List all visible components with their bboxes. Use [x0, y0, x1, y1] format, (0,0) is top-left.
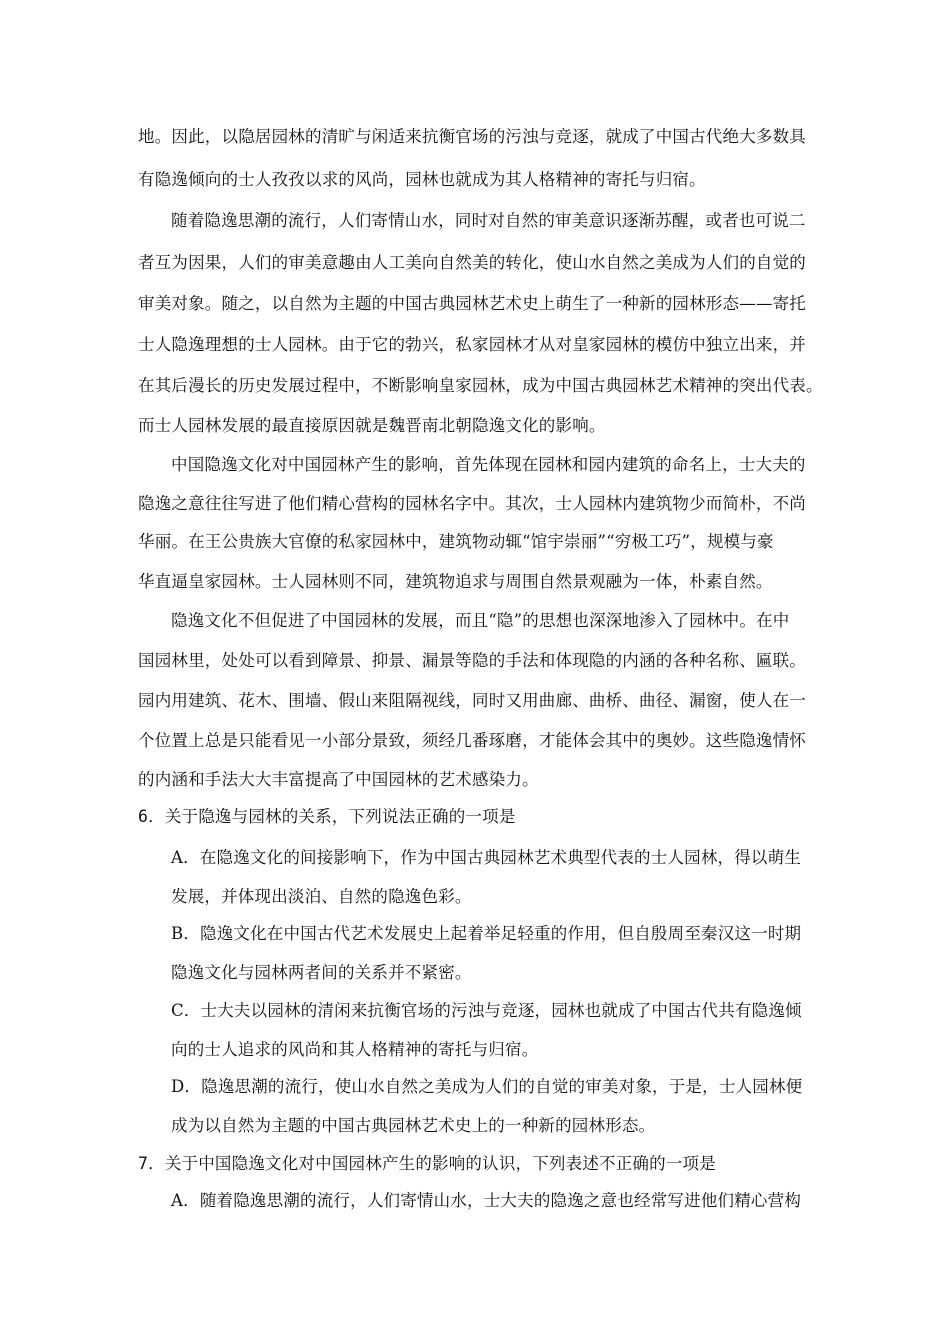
passage-line: 国园林里，处处可以看到障景、抑景、漏景等隐的手法和体现隐的内涵的各种名称、匾联。 [138, 651, 806, 670]
question-6-option-c: C．士大夫以园林的清闲来抗衡官场的污浊与竞逐，园林也就成了中国古代共有隐逸倾 [171, 1001, 802, 1020]
question-6-option-b-cont: 隐逸文化与园林两者间的关系并不紧密。 [171, 963, 472, 982]
question-6-option-a: A．在隐逸文化的间接影响下，作为中国古典园林艺术典型代表的士人园林，得以萌生 [171, 848, 802, 867]
passage-line: 中国隐逸文化对中国园林产生的影响，首先体现在园林和园内建筑的命名上，士大夫的 [171, 455, 806, 474]
question-6-stem: 6．关于隐逸与园林的关系，下列说法正确的一项是 [138, 807, 516, 826]
question-6-option-c-cont: 向的士人追求的风尚和其人格精神的寄托与归宿。 [171, 1040, 539, 1059]
passage-line: 地。因此，以隐居园林的清旷与闲适来抗衡官场的污浊与竞逐，就成了中国古代绝大多数具 [138, 127, 806, 146]
passage-line: 有隐逸倾向的士人孜孜以求的风尚，园林也就成为其人格精神的寄托与归宿。 [138, 170, 706, 189]
passage-line: 隐逸文化不但促进了中国园林的发展，而且“隐”的思想也深深地渗入了园林中。在中 [171, 611, 790, 630]
question-6-option-d: D．隐逸思潮的流行，使山水自然之美成为人们的自觉的审美对象，于是，士人园林便 [171, 1077, 803, 1096]
passage-line: 个位置上总是只能看见一小部分景致，须经几番琢磨，才能体会其中的奥妙。这些隐逸情怀 [138, 731, 806, 750]
passage-line: 隐逸之意往往写进了他们精心营构的园林名字中。其次，士人园林内建筑物少而简朴，不尚 [138, 494, 806, 513]
passage-line: 园内用建筑、花木、围墙、假山来阻隔视线，同时又用曲廊、曲桥、曲径、漏窗，使人在一 [138, 691, 806, 710]
question-7-stem: 7．关于中国隐逸文化对中国园林产生的影响的认识，下列表述不正确的一项是 [138, 1154, 716, 1173]
question-6-option-d-cont: 成为以自然为主题的中国古典园林艺术史上的一种新的园林形态。 [171, 1116, 656, 1135]
passage-line: 随着隐逸思潮的流行，人们寄情山水，同时对自然的审美意识逐渐苏醒，或者也可说二 [171, 211, 806, 230]
passage-line: 的内涵和手法大大丰富提高了中国园林的艺术感染力。 [138, 770, 539, 789]
passage-line: 在其后漫长的历史发展过程中，不断影响皇家园林，成为中国古典园林艺术精神的突出代表。 [138, 376, 823, 395]
passage-line: 士人隐逸理想的士人园林。由于它的勃兴，私家园林才从对皇家园林的模仿中独立出来，并 [138, 335, 806, 354]
question-7-option-a: A．随着隐逸思潮的流行，人们寄情山水，士大夫的隐逸之意也经常写进他们精心营构 [171, 1191, 802, 1210]
passage-line: 审美对象。随之，以自然为主题的中国古典园林艺术史上萌生了一种新的园林形态——寄托 [138, 294, 806, 313]
question-6-option-a-cont: 发展，并体现出淡泊、自然的隐逸色彩。 [171, 887, 472, 906]
passage-line: 华直逼皇家园林。士人园林则不同，建筑物追求与周围自然景观融为一体，朴素自然。 [138, 572, 773, 591]
passage-line: 而士人园林发展的最直接原因就是魏晋南北朝隐逸文化的影响。 [138, 416, 606, 435]
question-6-option-b: B．隐逸文化在中国古代艺术发展史上起着举足轻重的作用，但自殷周至秦汉这一时期 [171, 924, 802, 943]
passage-line: 华丽。在王公贵族大官僚的私家园林中，建筑物动辄“馆宇崇丽”“穷极工巧”，规模与豪 [138, 532, 774, 551]
passage-line: 者互为因果，人们的审美意趣由人工美向自然美的转化，使山水自然之美成为人们的自觉的 [138, 253, 806, 272]
